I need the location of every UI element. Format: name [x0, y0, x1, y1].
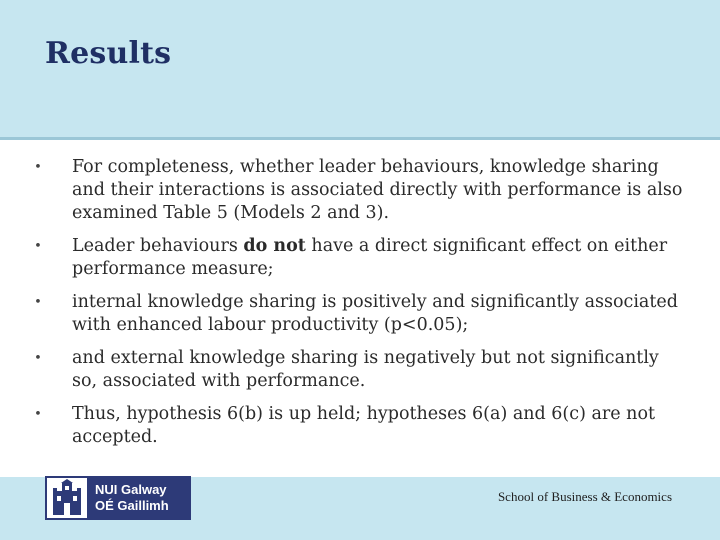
logo-line-1: NUI Galway [95, 482, 167, 497]
bullet-text: For completeness, whether leader behaviours, knowledge sharing and their interactions is associated directly with performance is also examined Table 5 (Models 2 and 3). [72, 157, 683, 223]
slide-title: Results [45, 36, 172, 71]
bullet-item [28, 156, 688, 225]
bullet-text-pre: Leader behaviours [72, 236, 244, 256]
logo-text [89, 476, 191, 520]
bullet-text: internal knowledge sharing is positively and significantly associated with enhanced labour productivity (p<0.05); [72, 292, 678, 335]
bullet-list [28, 156, 688, 459]
castle-icon [49, 479, 85, 517]
bullet-text-post: have a direct significant effect on either performance measure; [72, 236, 668, 279]
bullet-dot: • [34, 407, 42, 422]
bullet-item [28, 291, 688, 337]
castle-crest-icon [45, 476, 89, 520]
university-logo [45, 476, 191, 520]
bullet-dot: • [34, 160, 42, 175]
school-name: School of Business & Economics [497, 489, 672, 504]
bullet-dot: • [34, 295, 42, 310]
bullet-text-emphasis: do not [243, 236, 306, 256]
bullet-text: and external knowledge sharing is negatively but not significantly so, associated with performance. [72, 348, 659, 391]
bullet-item [28, 235, 688, 281]
bullet-item [28, 347, 688, 393]
bullet-dot: • [34, 239, 42, 254]
logo-line-2: OÉ Gaillimh [95, 498, 169, 513]
bullet-text: Thus, hypothesis 6(b) is up held; hypotheses 6(a) and 6(c) are not accepted. [72, 404, 656, 447]
bullet-dot: • [34, 351, 42, 366]
slide-header [0, 0, 720, 140]
bullet-item [28, 403, 688, 449]
